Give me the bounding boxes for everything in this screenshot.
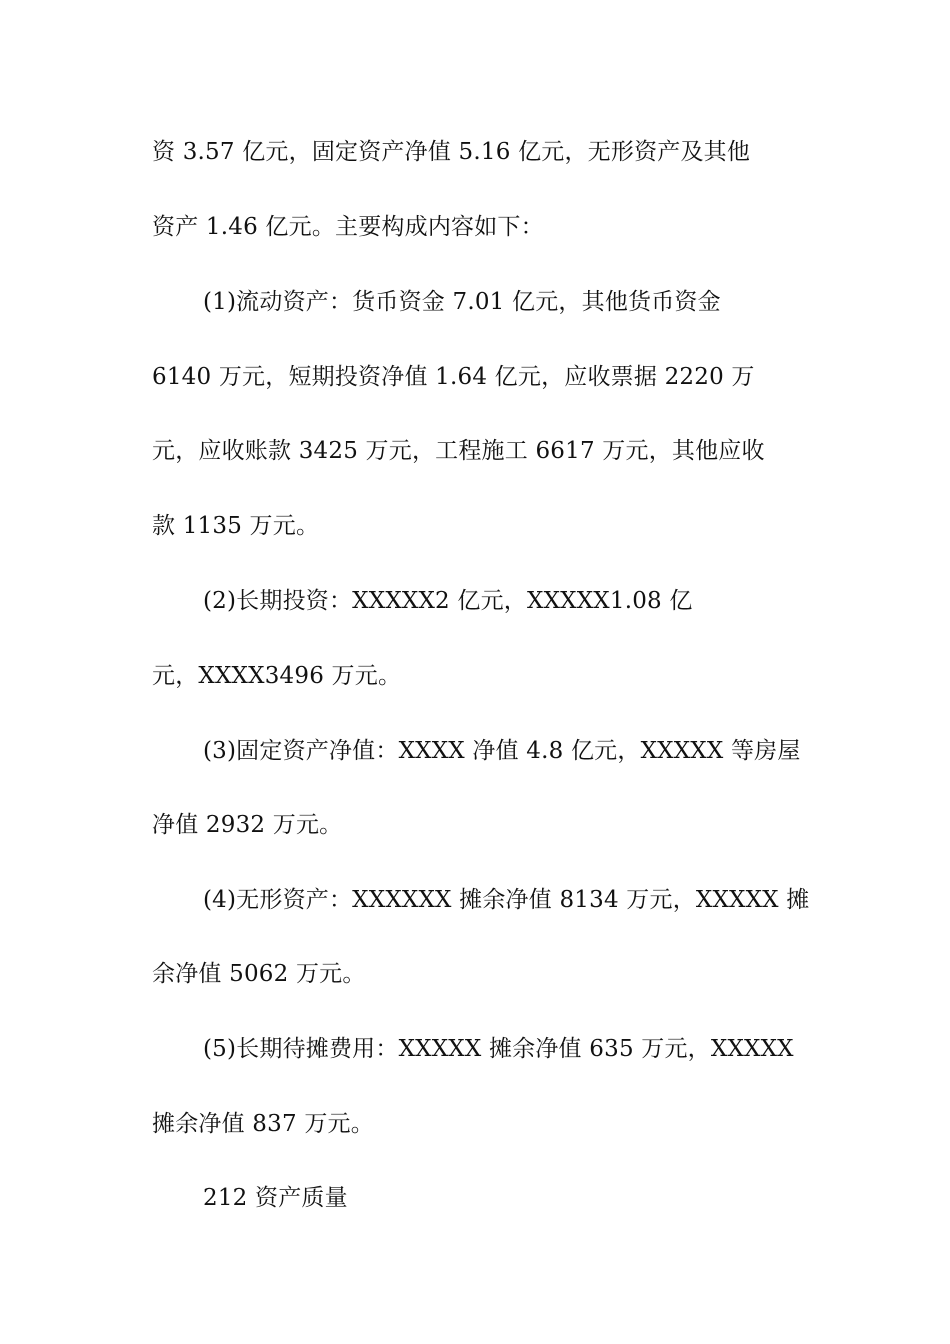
text-line: 余净值 5062 万元。 xyxy=(152,961,366,987)
section-heading: 212 资产质量 xyxy=(203,1185,348,1211)
text-line: 6140 万元，短期投资净值 1.64 亿元，应收票据 2220 万 xyxy=(152,364,755,390)
list-item-4: (4)无形资产：XXXXXX 摊余净值 8134 万元，XXXXX 摊 xyxy=(203,887,810,913)
list-item-3: (3)固定资产净值：XXXX 净值 4.8 亿元，XXXXX 等房屋 xyxy=(203,738,801,764)
text-line: 款 1135 万元。 xyxy=(152,513,320,539)
list-item-2: (2)长期投资：XXXXX2 亿元，XXXXX1.08 亿 xyxy=(203,588,693,614)
list-item-1: (1)流动资产：货币资金 7.01 亿元，其他货币资金 xyxy=(203,289,721,315)
text-line: 资 3.57 亿元，固定资产净值 5.16 亿元，无形资产及其他 xyxy=(152,139,751,165)
text-line: 元，XXXX3496 万元。 xyxy=(152,663,402,689)
text-line: 元，应收账款 3425 万元，工程施工 6617 万元，其他应收 xyxy=(152,438,765,464)
text-line: 资产 1.46 亿元。主要构成内容如下： xyxy=(152,214,544,240)
list-item-5: (5)长期待摊费用：XXXXX 摊余净值 635 万元，XXXXX xyxy=(203,1036,794,1062)
text-line: 净值 2932 万元。 xyxy=(152,812,343,838)
text-line: 摊余净值 837 万元。 xyxy=(152,1111,374,1137)
